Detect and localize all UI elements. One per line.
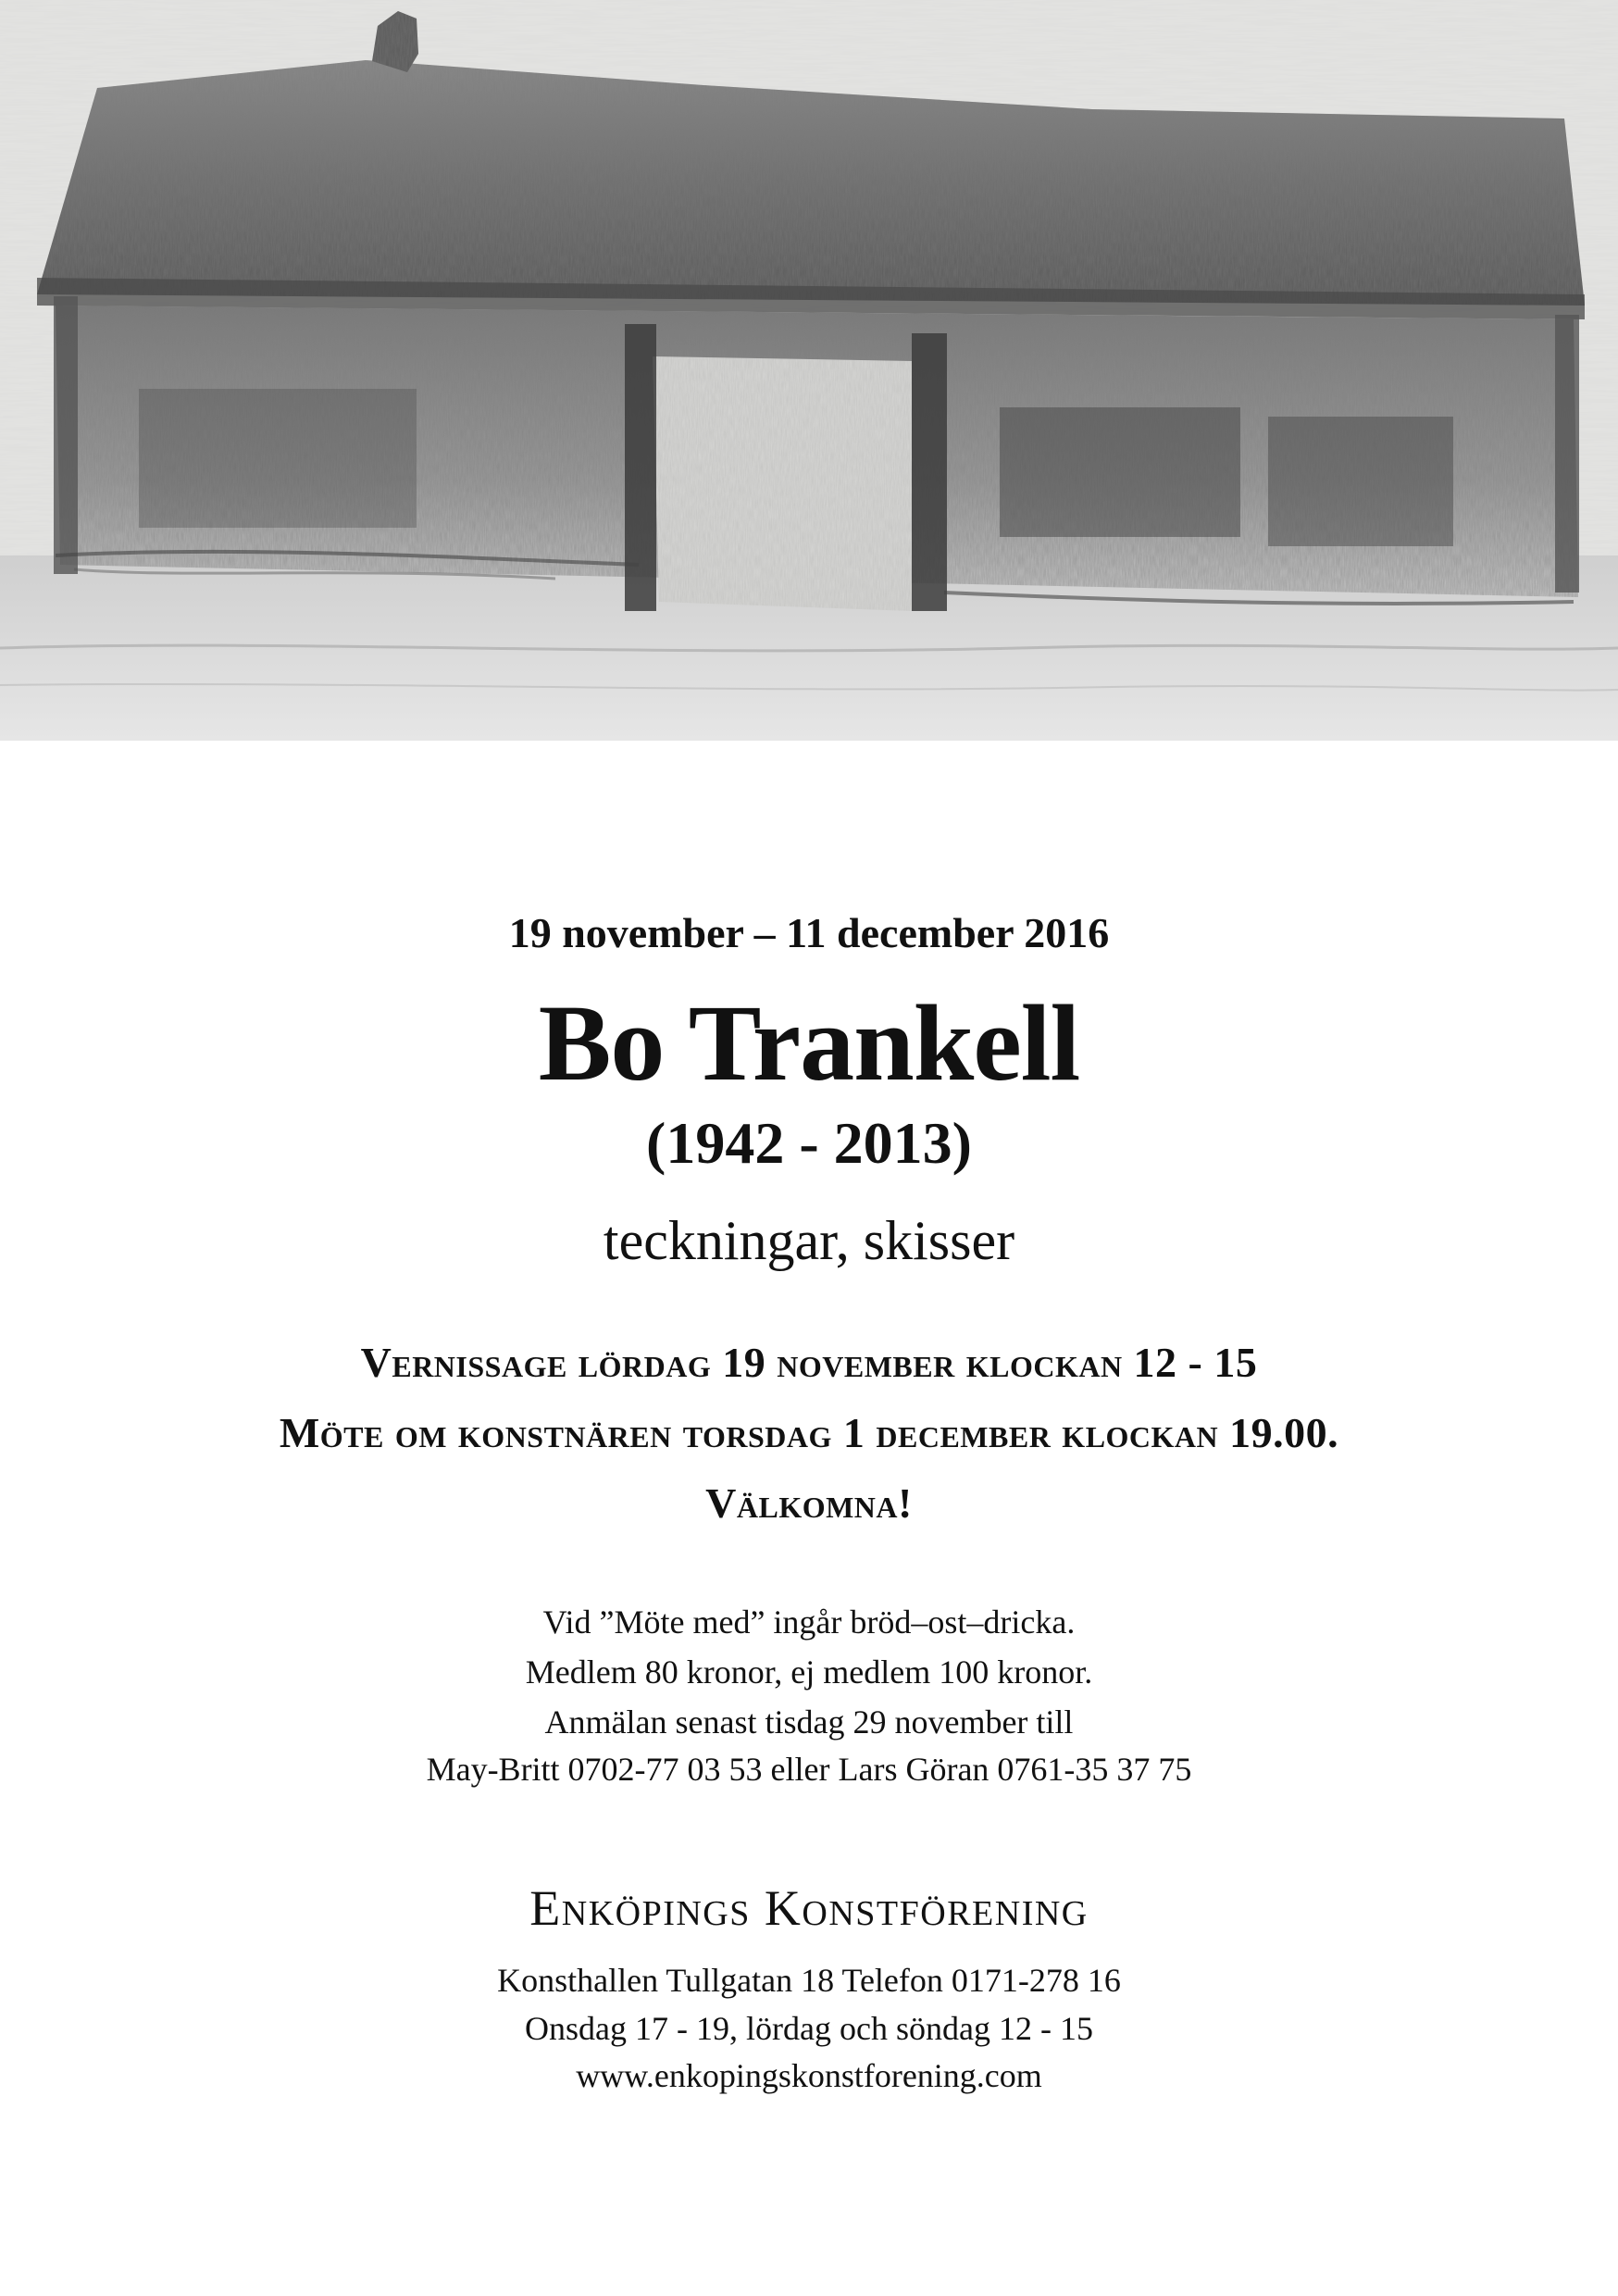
organization-hours: Onsdag 17 - 19, lördag och söndag 12 - 15 bbox=[525, 2010, 1093, 2047]
exhibition-subtitle: teckningar, skisser bbox=[603, 1210, 1015, 1271]
meeting-line: Möte om konstnären torsdag 1 december klockan 19.00. bbox=[279, 1409, 1339, 1456]
info-line-food: Vid ”Möte med” ingår bröd–ost–dricka. bbox=[542, 1603, 1076, 1641]
organization-website[interactable]: www.enkopingskonstforening.com bbox=[576, 2057, 1042, 2094]
info-line-price: Medlem 80 kronor, ej medlem 100 kronor. bbox=[525, 1653, 1093, 1691]
info-line-contacts: May-Britt 0702-77 03 53 eller Lars Göran 0761-35 37 75 bbox=[426, 1751, 1192, 1788]
farmhouse-drawing bbox=[0, 0, 1618, 741]
organization-name: Enköpings Konstförening bbox=[529, 1880, 1089, 1936]
exhibition-dates: 19 november – 11 december 2016 bbox=[508, 909, 1110, 956]
artist-years: (1942 - 2013) bbox=[646, 1110, 972, 1176]
charcoal-drawing-image bbox=[0, 0, 1618, 741]
organization-address: Konsthallen Tullgatan 18 Telefon 0171-278 16 bbox=[497, 1962, 1121, 1999]
vernissage-line: Vernissage lördag 19 november klockan 12 - 15 bbox=[360, 1339, 1258, 1386]
info-line-registration: Anmälan senast tisdag 29 november till bbox=[544, 1703, 1074, 1741]
welcome-line: Välkomna! bbox=[705, 1479, 913, 1527]
artist-name: Bo Trankell bbox=[538, 982, 1080, 1104]
